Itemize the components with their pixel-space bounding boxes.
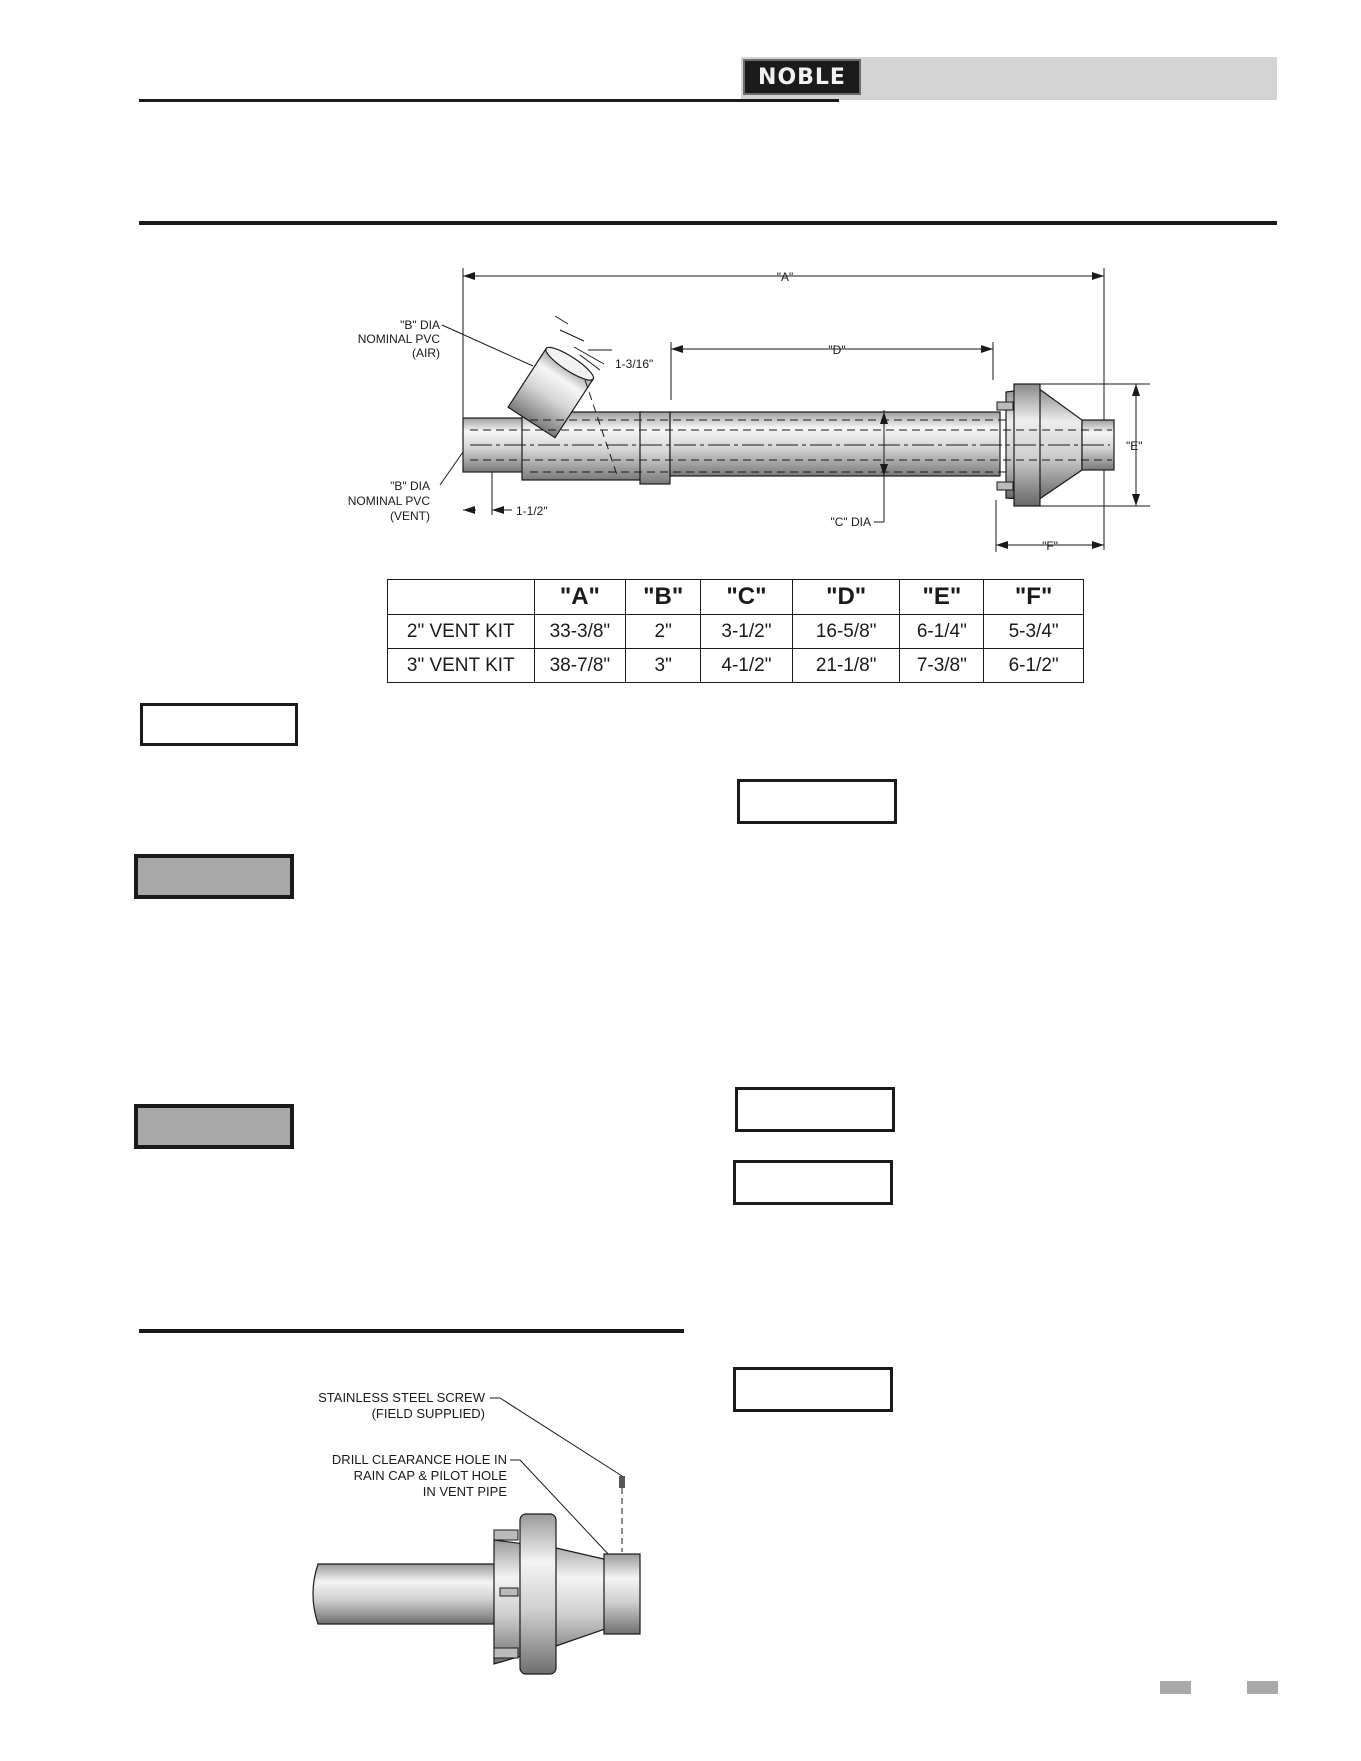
- dim-f-label: "F": [1042, 539, 1058, 553]
- table-header-row: [388, 580, 1084, 615]
- footer-mark: [1160, 1681, 1191, 1694]
- table-cell: 21-1/8": [792, 649, 900, 683]
- notice-label-box: [733, 1160, 893, 1205]
- table-header-cell: "C": [701, 580, 793, 615]
- notice-label-box: [735, 1087, 895, 1132]
- dim-d-label: "D": [828, 343, 846, 357]
- table-cell: 2" VENT KIT: [388, 615, 535, 649]
- b-air-label-3: (AIR): [412, 346, 440, 360]
- warning-label-box: [134, 854, 294, 899]
- rain-cap-screw-diagram: [0, 1380, 700, 1680]
- notice-label-box: [140, 703, 298, 746]
- table-row: [388, 649, 1084, 683]
- table-cell: 7-3/8": [900, 649, 984, 683]
- table-header-cell: "F": [984, 580, 1084, 615]
- vent-kit-diagram: [0, 0, 1361, 560]
- noble-logo: NOBLE: [743, 59, 861, 95]
- table-cell: 33-3/8": [534, 615, 626, 649]
- footer-mark: [1247, 1681, 1278, 1694]
- dim-1-1-2-label: 1-1/2": [516, 504, 548, 518]
- drill-label-2: RAIN CAP & PILOT HOLE: [353, 1468, 507, 1483]
- section-rule: [139, 1329, 684, 1333]
- table-cell: 3-1/2": [701, 615, 793, 649]
- screw-label-1: STAINLESS STEEL SCREW: [318, 1390, 485, 1405]
- c-dia-label: "C" DIA: [830, 515, 871, 529]
- notice-label-box: [737, 779, 897, 824]
- table-header-cell: "E": [900, 580, 984, 615]
- table-header-cell: "D": [792, 580, 900, 615]
- b-air-label-2: NOMINAL PVC: [357, 332, 440, 346]
- vent-kit-dimensions-table: [387, 579, 1084, 683]
- dim-e-label: "E": [1126, 439, 1143, 453]
- b-vent-label-3: (VENT): [390, 509, 430, 523]
- table-cell: 6-1/2": [984, 649, 1084, 683]
- table-cell: 38-7/8": [534, 649, 626, 683]
- drill-label-1: DRILL CLEARANCE HOLE IN: [331, 1452, 507, 1467]
- table-cell: 5-3/4": [984, 615, 1084, 649]
- warning-label-box: [134, 1104, 294, 1149]
- screw-label-2: (FIELD SUPPLIED): [371, 1406, 485, 1421]
- b-vent-label-1: "B" DIA: [390, 479, 430, 493]
- b-air-label-1: "B" DIA: [400, 318, 440, 332]
- table-cell: 2": [626, 615, 701, 649]
- table-cell: 6-1/4": [900, 615, 984, 649]
- dim-1-3-16-label: 1-3/16": [615, 357, 654, 371]
- table-row: [388, 615, 1084, 649]
- drill-label-3: IN VENT PIPE: [422, 1484, 507, 1499]
- table-cell: 4-1/2": [701, 649, 793, 683]
- table-header-cell: "A": [534, 580, 626, 615]
- notice-label-box: [733, 1367, 893, 1412]
- dim-a-label: "A": [776, 270, 794, 284]
- table-cell: 3": [626, 649, 701, 683]
- b-vent-label-2: NOMINAL PVC: [347, 494, 430, 508]
- table-header-cell: "B": [626, 580, 701, 615]
- table-header-cell: [388, 580, 535, 615]
- table-cell: 3" VENT KIT: [388, 649, 535, 683]
- table-cell: 16-5/8": [792, 615, 900, 649]
